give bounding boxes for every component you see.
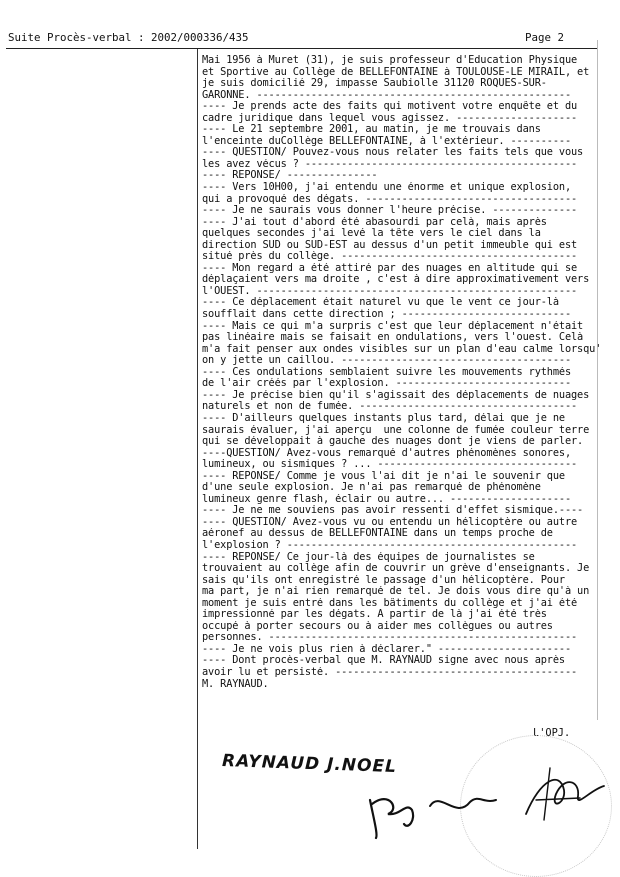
statement-line: on y jette un caillou. -------------------------------------- bbox=[202, 355, 572, 367]
statement-line: l'explosion ? ------------------------------------------------ bbox=[202, 539, 578, 551]
statement-line: ---- QUESTION/ Pouvez-vous nous relater les faits tels que vous bbox=[202, 147, 584, 159]
statement-line: ---- Je prends acte des faits qui motivent votre enquête et du bbox=[202, 101, 578, 113]
statement-line: GARONNE. ---------------------------------------------------- bbox=[202, 89, 572, 101]
statement-line: ---- Je ne vois plus rien à déclarer." ---------------------- bbox=[202, 643, 572, 655]
opj-signature bbox=[520, 760, 610, 834]
header-rule bbox=[6, 48, 598, 49]
statement-line: ---- Mais ce qui m'a surpris c'est que leur déplacement n'était bbox=[202, 320, 584, 332]
statement-line: l'enceinte duCollège BELLEFONTAINE, à l'extérieur. ---------- bbox=[202, 135, 572, 147]
statement-line: de l'air créés par l'explosion. ----------------------------- bbox=[202, 378, 572, 390]
page-number: Page 2 bbox=[525, 31, 565, 44]
statement-line: ---- QUESTION/ Avez-vous vu ou entendu un hélicoptère ou autre bbox=[202, 516, 578, 528]
statement-line: qui a provoqué des dégats. ----------------------------------- bbox=[202, 193, 578, 205]
statement-line: occupé à porter secours ou à aider mes collègues ou autres bbox=[202, 620, 553, 632]
statement-line: aéronef au dessus de BELLEFONTAINE dans un temps proche de bbox=[202, 528, 553, 540]
statement-line: naturels et non de fumée. ------------------------------------ bbox=[202, 401, 578, 413]
statement-line: Mai 1956 à Muret (31), je suis professeur d'Education Physique bbox=[202, 55, 578, 66]
statement-line: et Sportive au Collège de BELLEFONTAINE à TOULOUSE-LE MIRAIL, et bbox=[202, 66, 590, 78]
statement-body bbox=[202, 55, 602, 690]
statement-line: direction SUD ou SUD-EST au dessus d'un petit immeuble qui est bbox=[202, 239, 578, 251]
opj-label: L'OPJ. bbox=[533, 727, 571, 739]
statement-line: ---- Mon regard a été attiré par des nuages en altitude qui se bbox=[202, 262, 578, 274]
statement-line: M. RAYNAUD. bbox=[202, 678, 269, 690]
statement-line: pas linéaire mais se faisait en ondulations, vers l'ouest. Celà bbox=[202, 332, 584, 344]
statement-line: ----QUESTION/ Avez-vous remarqué d'autres phénomènes sonores, bbox=[202, 447, 572, 459]
statement-line: ---- REPONSE/ Ce jour-là des équipes de journalistes se bbox=[202, 551, 535, 563]
statement-line: personnes. --------------------------------------------------- bbox=[202, 632, 578, 644]
statement-line: trouvaient au collège afin de couvrir un grève d'enseignants. Je bbox=[202, 563, 590, 575]
statement-line: cadre juridique dans lequel vous agissez. -------------------- bbox=[202, 112, 578, 124]
statement-line: avoir lu et persisté. ---------------------------------------- bbox=[202, 666, 578, 678]
statement-line: ---- Je ne me souviens pas avoir ressenti d'effet sismique.---- bbox=[202, 505, 584, 517]
statement-line: lumineux, ou sismiques ? ... --------------------------------- bbox=[202, 459, 578, 471]
statement-line: je suis domicilié 29, impasse Saubiolle 31120 ROQUES-SUR- bbox=[202, 78, 547, 90]
statement-line: d'une seule explosion. Je n'ai pas remarqué de phénomène bbox=[202, 482, 541, 494]
statement-line: ---- Je ne saurais vous donner l'heure précise. -------------- bbox=[202, 205, 578, 217]
statement-line: ---- D'ailleurs quelques instants plus tard, délai que je ne bbox=[202, 412, 565, 424]
witness-signature bbox=[360, 780, 500, 844]
statement-line: sais qu'ils ont enregistré le passage d'un hélicoptère. Pour bbox=[202, 574, 565, 586]
statement-line: ---- REPONSE/ --------------- bbox=[202, 170, 378, 182]
statement-line: l'OUEST. ----------------------------------------------------- bbox=[202, 285, 578, 297]
statement-line: ---- Ce déplacement était naturel vu que le vent ce jour-là bbox=[202, 297, 559, 309]
statement-line: ---- Ces ondulations semblaient suivre les mouvements rythmés bbox=[202, 366, 572, 378]
pv-reference: Suite Procès-verbal : 2002/000336/435 bbox=[8, 31, 249, 44]
statement-line: ---- J'ai tout d'abord été abasourdi par celà, mais après bbox=[202, 216, 547, 228]
statement-line: ---- Vers 10H00, j'ai entendu une énorme et unique explosion, bbox=[202, 182, 572, 194]
page-header bbox=[8, 30, 598, 46]
statement-line: saurais évaluer, j'ai aperçu une colonne de fumée couleur terre bbox=[202, 424, 590, 436]
statement-line: déplaçaient vers ma droite , c'est à dire approximativement vers bbox=[202, 274, 590, 286]
statement-line: m'a fait penser aux ondes visibles sur un plan d'eau calme lorsqu' bbox=[202, 343, 602, 355]
statement-line: quelques secondes j'ai levé la tête vers le ciel dans la bbox=[202, 228, 541, 240]
statement-line: moment je suis entré dans les bâtiments du collège et j'ai été bbox=[202, 597, 578, 609]
statement-line: les avez vécus ? --------------------------------------------- bbox=[202, 158, 578, 170]
statement-line: ---- Dont procès-verbal que M. RAYNAUD signe avec nous après bbox=[202, 655, 565, 667]
statement-line: situé près du collège. --------------------------------------- bbox=[202, 251, 578, 263]
statement-line: impressionné par les dégats. A partir de là j'ai été très bbox=[202, 609, 547, 621]
statement-line: lumineux genre flash, éclair ou autre... -------------------- bbox=[202, 493, 572, 505]
statement-line: ---- REPONSE/ Comme je vous l'ai dit je n'ai le souvenir que bbox=[202, 470, 565, 482]
statement-line: ---- Le 21 septembre 2001, au matin, je me trouvais dans bbox=[202, 124, 541, 136]
statement-line: ---- Je précise bien qu'il s'agissait des déplacements de nuages bbox=[202, 389, 590, 401]
statement-line: soufflait dans cette direction ; ---------------------------- bbox=[202, 309, 572, 321]
statement-line: ma part, je n'ai rien remarqué de tel. Je dois vous dire qu'à un bbox=[202, 586, 590, 598]
left-margin-rule bbox=[197, 49, 198, 849]
handwritten-name: RAYNAUD J.NOEL bbox=[221, 750, 398, 778]
statement-line: qui se développait à gauche des nuages dont je viens de parler. bbox=[202, 436, 584, 448]
